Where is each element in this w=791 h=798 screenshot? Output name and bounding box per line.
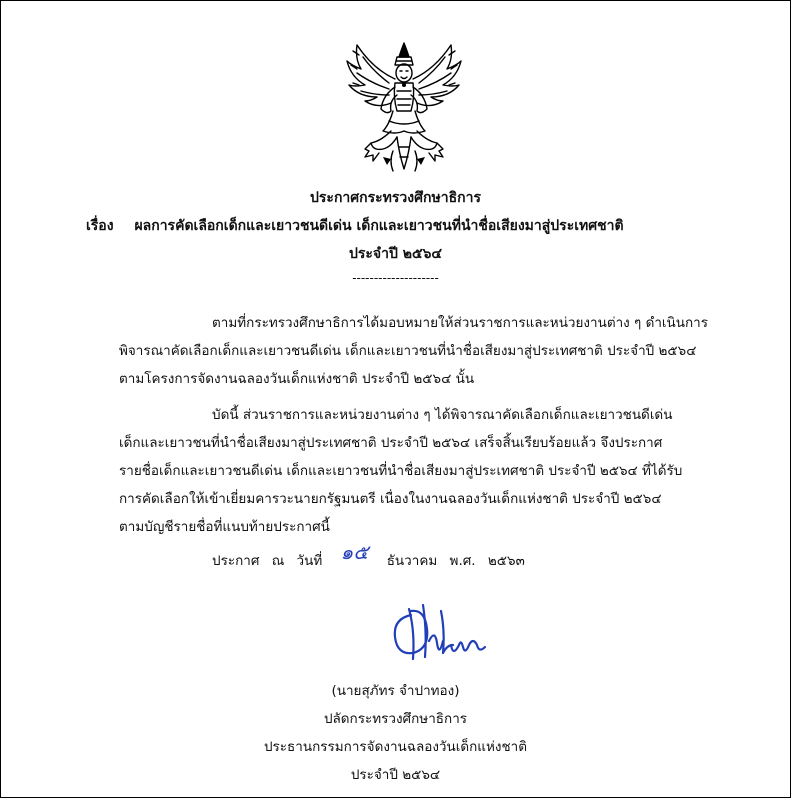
paragraph-line: เด็กและเยาวชนที่นำชื่อเสียงมาสู่ประเทศชาติ ประจำปี ๒๕๖๔ เสร็จสิ้นเรียบร้อยแล้ว จึงประกาศ — [119, 435, 663, 451]
announcement-date-line — [212, 542, 533, 574]
document-title: ประกาศกระทรวงศึกษาธิการ — [310, 190, 481, 206]
signatory-year: ประจำปี ๒๕๖๔ — [350, 767, 441, 783]
announce-at: ณ — [271, 553, 285, 569]
announce-prefix: ประกาศ — [212, 553, 260, 569]
handwritten-day: ๑๕ — [340, 540, 369, 564]
handwritten-signature — [389, 601, 489, 663]
paragraph-line: รายชื่อเด็กและเยาวชนดีเด่น เด็กและเยาวชนที่นำชื่อเสียงมาสู่ประเทศชาติ ประจำปี ๒๕๖๔ ที่ได้รับ — [119, 463, 683, 479]
signatory-position: ปลัดกระทรวงศึกษาธิการ — [323, 711, 468, 727]
paragraph-1 — [119, 309, 708, 393]
divider-line: -------------------- — [352, 271, 439, 285]
paragraph-line: ตามบัญชีรายชื่อที่แนบท้ายประกาศนี้ — [119, 519, 330, 535]
subject-label: เรื่อง — [86, 218, 114, 234]
signatory-role: ประธานกรรมการจัดงานฉลองวันเด็กแห่งชาติ — [263, 739, 527, 755]
subject-year: ประจำปี ๒๕๖๔ — [348, 246, 443, 262]
paragraph-line: ตามโครงการจัดงานฉลองวันเด็กแห่งชาติ ประจำปี ๒๕๖๔ นั้น — [119, 371, 475, 387]
announce-month: ธันวาคม — [386, 553, 438, 569]
paragraph-2 — [119, 401, 682, 541]
signatory-name: (นายสุภัทร จำปาทอง) — [331, 683, 460, 699]
announce-year: ๒๕๖๓ — [487, 553, 525, 569]
announce-day-label: วันที่ — [296, 553, 323, 569]
announce-era: พ.ศ. — [449, 553, 476, 569]
paragraph-line: การคัดเลือกให้เข้าเยี่ยมคารวะนายกรัฐมนตรี เนื่องในงานฉลองวันเด็กแห่งชาติ ประจำปี ๒๕๖๔ — [119, 491, 662, 507]
subject-text: ผลการคัดเลือกเด็กและเยาวชนดีเด่น เด็กและเยาวชนที่นำชื่อเสียงมาสู่ประเทศชาติ — [134, 218, 624, 234]
subject-line — [86, 215, 624, 237]
paragraph-line: บัดนี้ ส่วนราชการและหน่วยงานต่าง ๆ ได้พิจารณาคัดเลือกเด็กและเยาวชนดีเด่น — [212, 407, 673, 423]
garuda-emblem-icon — [343, 39, 465, 175]
paragraph-line: ตามที่กระทรวงศึกษาธิการได้มอบหมายให้ส่วนราชการและหน่วยงานต่าง ๆ ดำเนินการ — [212, 315, 709, 331]
paragraph-line: พิจารณาคัดเลือกเด็กและเยาวชนดีเด่น เด็กและเยาวชนที่นำชื่อเสียงมาสู่ประเทศชาติ ประจำปี ๒๕๖๔ — [119, 343, 697, 359]
